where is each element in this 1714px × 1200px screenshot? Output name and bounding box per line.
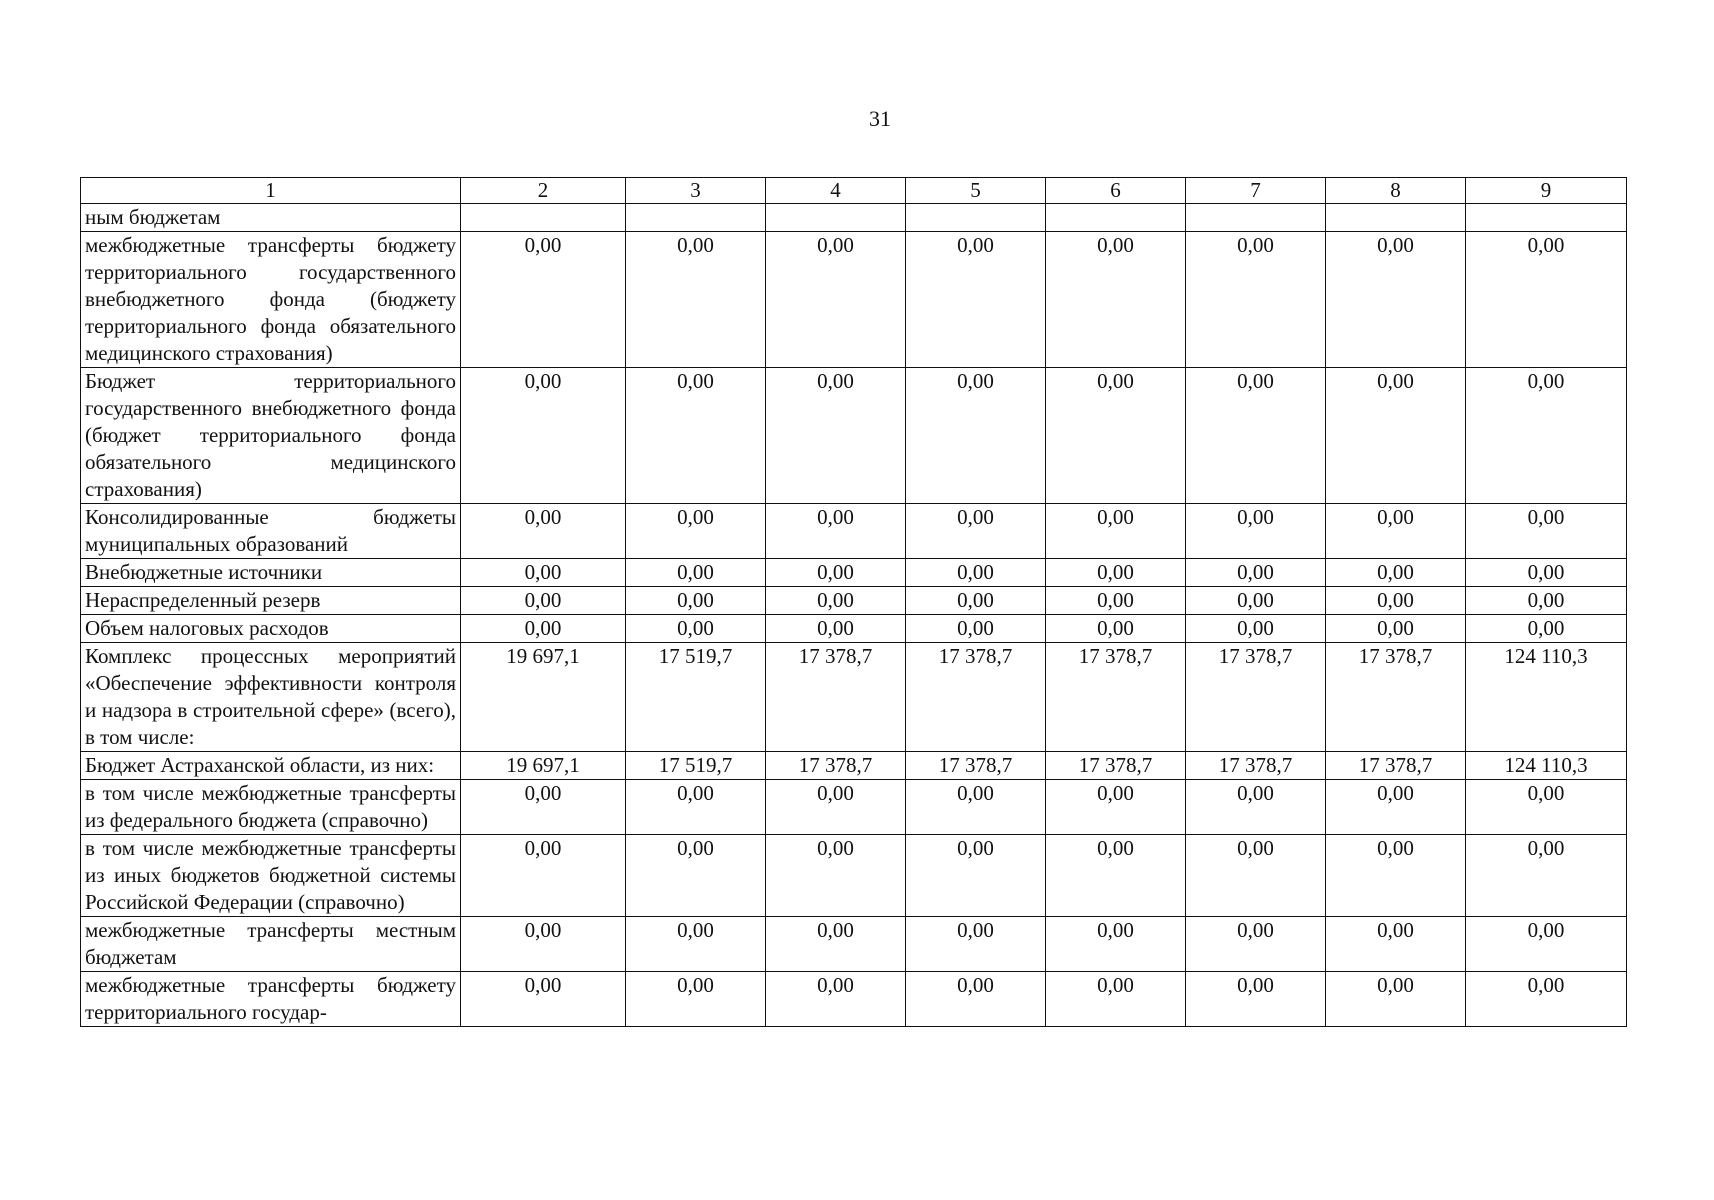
cell-value: 0,00 (1186, 587, 1326, 615)
cell-value: 17 378,7 (1186, 752, 1326, 780)
cell-value: 0,00 (1466, 587, 1627, 615)
table-row (81, 780, 1627, 835)
table-row (81, 972, 1627, 1027)
cell-value: 0,00 (1186, 917, 1326, 972)
cell-value: 0,00 (1186, 835, 1326, 917)
cell-value: 0,00 (1326, 559, 1466, 587)
cell-value: 0,00 (1186, 780, 1326, 835)
cell-value: 0,00 (626, 972, 766, 1027)
cell-value: 17 378,7 (766, 643, 906, 752)
cell-value: 0,00 (1186, 615, 1326, 643)
column-header: 4 (766, 178, 906, 204)
column-header: 7 (1186, 178, 1326, 204)
cell-value: 17 519,7 (626, 752, 766, 780)
cell-value: 0,00 (1186, 504, 1326, 559)
table-row (81, 752, 1627, 780)
cell-value: 0,00 (766, 559, 906, 587)
cell-value: 0,00 (1326, 587, 1466, 615)
cell-value: 0,00 (1466, 559, 1627, 587)
cell-value: 0,00 (1046, 587, 1186, 615)
cell-value: 0,00 (1046, 232, 1186, 368)
cell-value: 0,00 (1466, 835, 1627, 917)
row-label: межбюджетные трансферты бюджету территориального государственного внебюджетного фонда (бюджету территориального фонда обязательного медицинского страхования) (81, 232, 461, 368)
cell-value: 17 378,7 (1186, 643, 1326, 752)
cell-value (461, 204, 626, 232)
cell-value (1186, 204, 1326, 232)
cell-value: 17 378,7 (1046, 752, 1186, 780)
cell-value: 0,00 (1466, 615, 1627, 643)
row-label: Внебюджетные источники (81, 559, 461, 587)
cell-value: 17 378,7 (766, 752, 906, 780)
table-row (81, 368, 1627, 504)
column-header: 6 (1046, 178, 1186, 204)
cell-value: 0,00 (626, 559, 766, 587)
cell-value (1326, 204, 1466, 232)
cell-value: 17 378,7 (1046, 643, 1186, 752)
cell-value: 0,00 (906, 232, 1046, 368)
cell-value: 0,00 (461, 559, 626, 587)
cell-value: 0,00 (461, 917, 626, 972)
cell-value: 0,00 (1046, 559, 1186, 587)
cell-value: 0,00 (1046, 972, 1186, 1027)
cell-value: 0,00 (766, 368, 906, 504)
cell-value: 0,00 (906, 917, 1046, 972)
row-label: в том числе межбюджетные трансферты из иных бюджетов бюджетной системы Российской Федерации (справочно) (81, 835, 461, 917)
cell-value: 0,00 (1466, 780, 1627, 835)
cell-value: 0,00 (461, 504, 626, 559)
table-row (81, 615, 1627, 643)
cell-value (906, 204, 1046, 232)
cell-value: 0,00 (1466, 972, 1627, 1027)
cell-value: 0,00 (906, 559, 1046, 587)
cell-value: 0,00 (906, 972, 1046, 1027)
row-label: межбюджетные трансферты бюджету территориального государ- (81, 972, 461, 1027)
row-label: Объем налоговых расходов (81, 615, 461, 643)
cell-value: 0,00 (626, 780, 766, 835)
cell-value: 0,00 (461, 587, 626, 615)
cell-value: 0,00 (1326, 504, 1466, 559)
cell-value: 0,00 (626, 368, 766, 504)
cell-value: 0,00 (1466, 368, 1627, 504)
table-row (81, 232, 1627, 368)
cell-value: 0,00 (1186, 559, 1326, 587)
column-header: 1 (81, 178, 461, 204)
cell-value: 0,00 (626, 917, 766, 972)
cell-value: 0,00 (766, 504, 906, 559)
cell-value: 0,00 (461, 615, 626, 643)
cell-value: 0,00 (906, 615, 1046, 643)
table-row (81, 204, 1627, 232)
row-label: в том числе межбюджетные трансферты из федерального бюджета (справочно) (81, 780, 461, 835)
cell-value: 0,00 (766, 917, 906, 972)
column-header: 3 (626, 178, 766, 204)
cell-value: 0,00 (906, 587, 1046, 615)
cell-value: 0,00 (461, 780, 626, 835)
cell-value: 19 697,1 (461, 752, 626, 780)
cell-value: 0,00 (766, 972, 906, 1027)
cell-value: 0,00 (1326, 917, 1466, 972)
cell-value: 0,00 (1186, 972, 1326, 1027)
table-row (81, 559, 1627, 587)
column-header: 9 (1466, 178, 1627, 204)
cell-value (626, 204, 766, 232)
table-body (81, 204, 1627, 1027)
cell-value: 0,00 (906, 780, 1046, 835)
table-row (81, 504, 1627, 559)
cell-value: 0,00 (1326, 835, 1466, 917)
cell-value: 0,00 (461, 972, 626, 1027)
cell-value: 0,00 (766, 232, 906, 368)
cell-value: 0,00 (766, 835, 906, 917)
cell-value: 0,00 (1326, 615, 1466, 643)
cell-value: 124 110,3 (1466, 752, 1627, 780)
cell-value: 0,00 (766, 587, 906, 615)
cell-value: 17 378,7 (906, 752, 1046, 780)
cell-value: 0,00 (461, 232, 626, 368)
table-row (81, 587, 1627, 615)
cell-value: 0,00 (1186, 368, 1326, 504)
row-label: ным бюджетам (81, 204, 461, 232)
row-label: Комплекс процессных мероприятий «Обеспечение эффективности контроля и надзора в строительной сфере» (всего), в том числе: (81, 643, 461, 752)
row-label: Нераспределенный резерв (81, 587, 461, 615)
cell-value: 0,00 (626, 232, 766, 368)
cell-value: 0,00 (1046, 780, 1186, 835)
cell-value: 0,00 (1466, 232, 1627, 368)
cell-value: 17 378,7 (1326, 752, 1466, 780)
cell-value: 0,00 (626, 504, 766, 559)
column-header: 8 (1326, 178, 1466, 204)
header-row (81, 178, 1627, 204)
cell-value: 17 519,7 (626, 643, 766, 752)
cell-value (766, 204, 906, 232)
cell-value: 19 697,1 (461, 643, 626, 752)
budget-table (80, 177, 1627, 1027)
row-label: Бюджет территориального государственного внебюджетного фонда (бюджет территориального фонда обязательного медицинского страхования) (81, 368, 461, 504)
cell-value: 0,00 (766, 780, 906, 835)
column-header: 2 (461, 178, 626, 204)
cell-value: 17 378,7 (906, 643, 1046, 752)
cell-value: 0,00 (626, 587, 766, 615)
cell-value: 0,00 (1326, 232, 1466, 368)
cell-value: 0,00 (626, 615, 766, 643)
cell-value: 0,00 (1326, 368, 1466, 504)
cell-value: 0,00 (1326, 972, 1466, 1027)
cell-value (1466, 204, 1627, 232)
cell-value: 0,00 (1186, 232, 1326, 368)
cell-value: 0,00 (906, 835, 1046, 917)
cell-value: 0,00 (1046, 917, 1186, 972)
row-label: Консолидированные бюджеты муниципальных образований (81, 504, 461, 559)
page-number: 31 (869, 106, 891, 131)
cell-value: 0,00 (766, 615, 906, 643)
table-row (81, 917, 1627, 972)
cell-value: 0,00 (1326, 780, 1466, 835)
row-label: межбюджетные трансферты местным бюджетам (81, 917, 461, 972)
cell-value: 17 378,7 (1326, 643, 1466, 752)
row-label: Бюджет Астраханской области, из них: (81, 752, 461, 780)
cell-value: 0,00 (1046, 368, 1186, 504)
cell-value: 0,00 (1466, 917, 1627, 972)
cell-value: 0,00 (626, 835, 766, 917)
cell-value: 0,00 (461, 368, 626, 504)
cell-value: 0,00 (461, 835, 626, 917)
cell-value (1046, 204, 1186, 232)
cell-value: 0,00 (1046, 504, 1186, 559)
column-header: 5 (906, 178, 1046, 204)
cell-value: 0,00 (906, 368, 1046, 504)
cell-value: 0,00 (1046, 835, 1186, 917)
cell-value: 124 110,3 (1466, 643, 1627, 752)
cell-value: 0,00 (906, 504, 1046, 559)
cell-value: 0,00 (1046, 615, 1186, 643)
table-row (81, 835, 1627, 917)
cell-value: 0,00 (1466, 504, 1627, 559)
table-row (81, 643, 1627, 752)
